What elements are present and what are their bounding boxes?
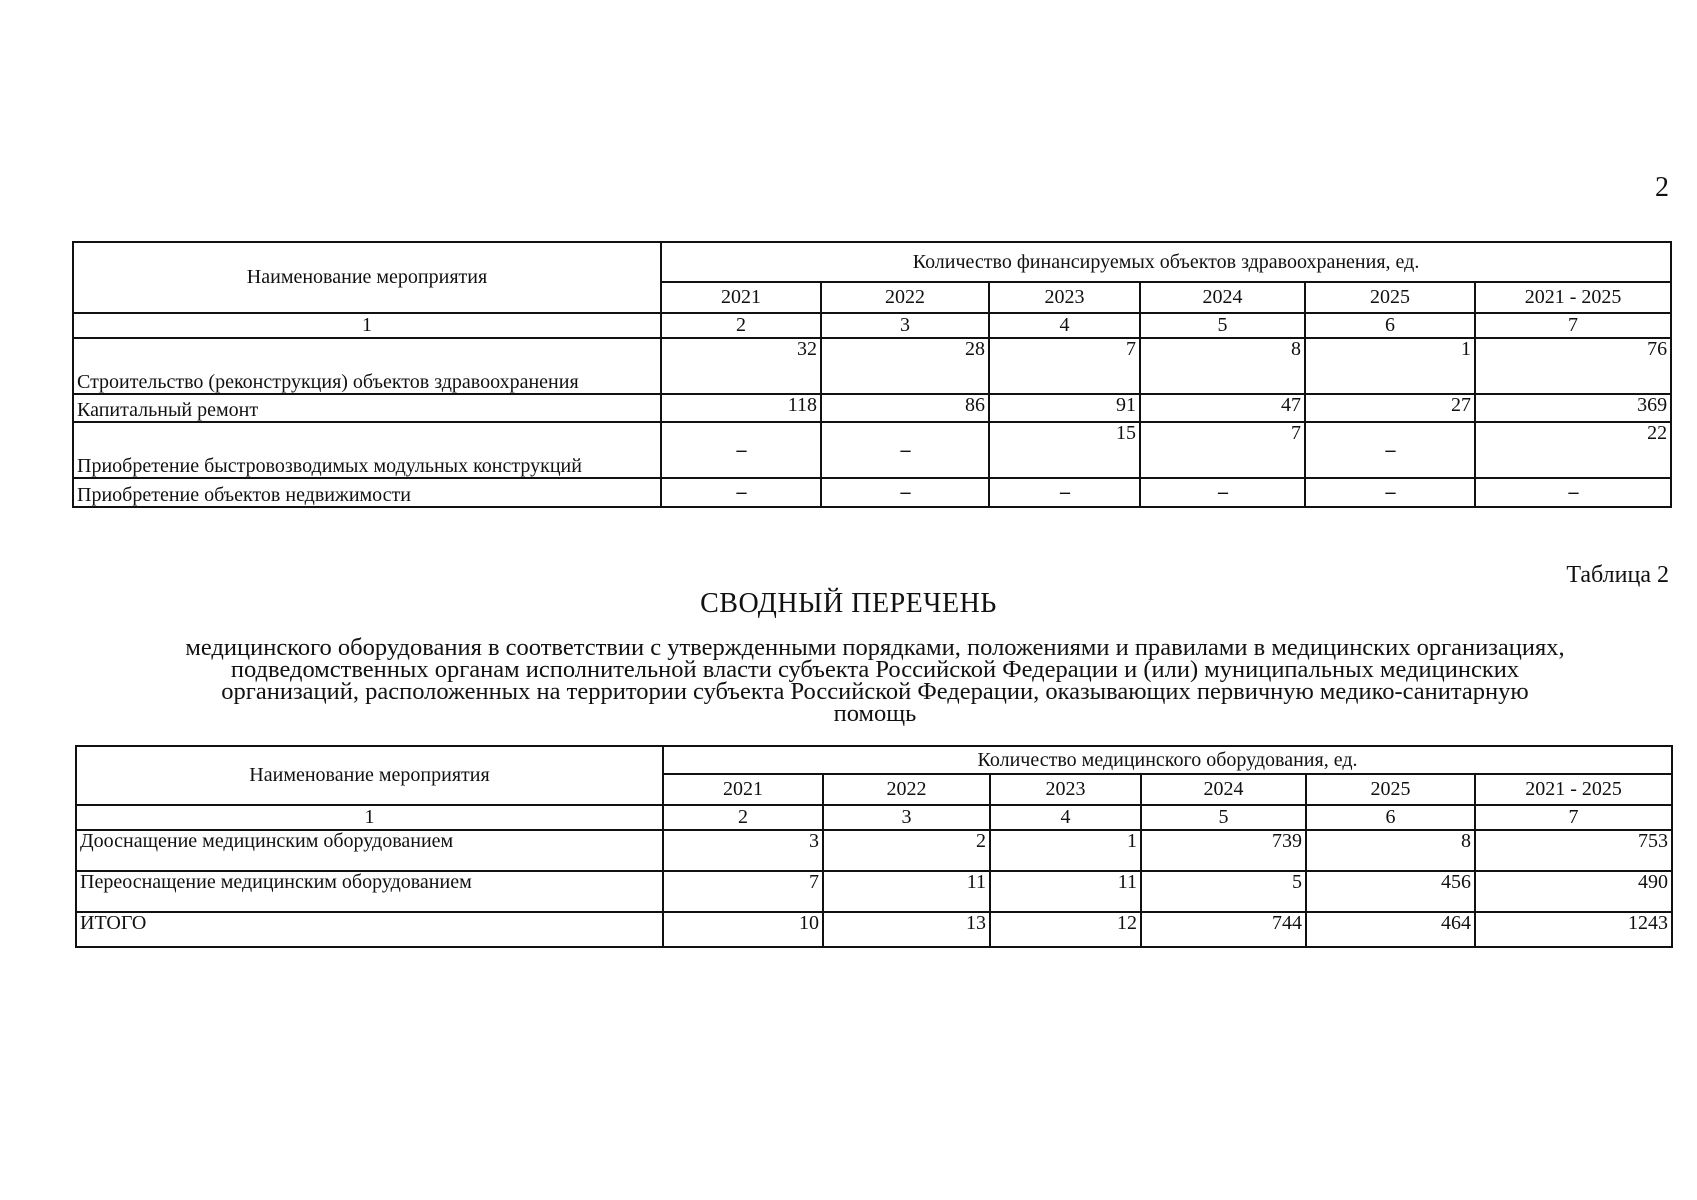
column-index: 4 (990, 805, 1141, 830)
row-name: Строительство (реконструкция) объектов здравоохранения (73, 338, 661, 394)
year-header: 2022 (823, 774, 990, 805)
column-index: 1 (73, 313, 661, 338)
subtitle-line: медицинского оборудования в соответствии с утвержденными порядками, положениями и правилами в медицинских организациях, (185, 634, 1565, 661)
cell-value: 76 (1475, 338, 1671, 394)
column-index-row (76, 805, 1672, 830)
cell-value: 369 (1475, 394, 1671, 422)
cell-value: 2 (823, 830, 990, 871)
page-number: 2 (1655, 172, 1669, 203)
cell-value: 1 (990, 830, 1141, 871)
row-name: ИТОГО (76, 912, 663, 947)
cell-value: – (1140, 478, 1305, 507)
table-row (76, 830, 1672, 871)
cell-value: 32 (661, 338, 821, 394)
cell-value: 27 (1305, 394, 1475, 422)
cell-value: 91 (989, 394, 1140, 422)
year-header: 2021 - 2025 (1475, 282, 1671, 313)
cell-value: 5 (1141, 871, 1306, 912)
cell-value: 13 (823, 912, 990, 947)
table-row (73, 478, 1671, 507)
column-index: 2 (663, 805, 823, 830)
name-column-header: Наименование мероприятия (73, 242, 661, 313)
cell-value: 464 (1306, 912, 1475, 947)
subtitle-line: помощь (833, 700, 917, 727)
cell-value: 47 (1140, 394, 1305, 422)
year-header: 2021 (661, 282, 821, 313)
medical-equipment-table (75, 745, 1673, 948)
table-row (76, 871, 1672, 912)
column-index: 3 (821, 313, 989, 338)
column-index: 2 (661, 313, 821, 338)
cell-value: 28 (821, 338, 989, 394)
document-title: СВОДНЫЙ ПЕРЕЧЕНЬ (700, 588, 997, 619)
year-header: 2023 (989, 282, 1140, 313)
cell-value: 12 (990, 912, 1141, 947)
cell-value: 22 (1475, 422, 1671, 478)
cell-value: 1243 (1475, 912, 1672, 947)
cell-value: 118 (661, 394, 821, 422)
row-name: Приобретение объектов недвижимости (73, 478, 661, 507)
cell-value: – (989, 478, 1140, 507)
year-header: 2023 (990, 774, 1141, 805)
column-index: 5 (1141, 805, 1306, 830)
table-row (73, 338, 1671, 394)
cell-value: 15 (989, 422, 1140, 478)
cell-value: 490 (1475, 871, 1672, 912)
cell-value: 1 (1305, 338, 1475, 394)
cell-value: 739 (1141, 830, 1306, 871)
column-index-row (73, 313, 1671, 338)
cell-value: – (661, 422, 821, 478)
subtitle-line: организаций, расположенных на территории субъекта Российской Федерации, оказывающих первичную медико-санитарную (221, 678, 1529, 705)
cell-value: – (1305, 478, 1475, 507)
cell-value: 11 (823, 871, 990, 912)
year-header: 2024 (1140, 282, 1305, 313)
column-index: 6 (1305, 313, 1475, 338)
column-index: 5 (1140, 313, 1305, 338)
table-row (76, 912, 1672, 947)
cell-value: – (661, 478, 821, 507)
cell-value: – (821, 422, 989, 478)
column-index: 7 (1475, 805, 1672, 830)
row-name: Капитальный ремонт (73, 394, 661, 422)
group-header: Количество финансируемых объектов здравоохранения, ед. (661, 242, 1671, 282)
cell-value: – (1305, 422, 1475, 478)
year-header: 2025 (1306, 774, 1475, 805)
cell-value: 3 (663, 830, 823, 871)
row-name: Переоснащение медицинским оборудованием (76, 871, 663, 912)
year-header: 2024 (1141, 774, 1306, 805)
cell-value: 86 (821, 394, 989, 422)
year-header: 2021 (663, 774, 823, 805)
cell-value: – (1475, 478, 1671, 507)
table-row (73, 394, 1671, 422)
cell-value: 7 (989, 338, 1140, 394)
cell-value: 753 (1475, 830, 1672, 871)
cell-value: 10 (663, 912, 823, 947)
cell-value: 7 (1140, 422, 1305, 478)
cell-value: 11 (990, 871, 1141, 912)
name-column-header: Наименование мероприятия (76, 746, 663, 805)
year-header: 2022 (821, 282, 989, 313)
table-label: Таблица 2 (1566, 562, 1669, 588)
cell-value: 8 (1140, 338, 1305, 394)
year-header: 2021 - 2025 (1475, 774, 1672, 805)
table-row (73, 422, 1671, 478)
group-header: Количество медицинского оборудования, ед. (663, 746, 1672, 774)
cell-value: 7 (663, 871, 823, 912)
cell-value: 744 (1141, 912, 1306, 947)
financed-objects-table (72, 241, 1672, 508)
cell-value: 8 (1306, 830, 1475, 871)
row-name: Приобретение быстровозводимых модульных конструкций (73, 422, 661, 478)
subtitle-line: подведомственных органам исполнительной власти субъекта Российской Федерации и (или) муниципальных медицинских (230, 656, 1520, 683)
column-index: 1 (76, 805, 663, 830)
cell-value: 456 (1306, 871, 1475, 912)
document-subtitle (80, 634, 1670, 727)
column-index: 6 (1306, 805, 1475, 830)
column-index: 7 (1475, 313, 1671, 338)
cell-value: – (821, 478, 989, 507)
column-index: 4 (989, 313, 1140, 338)
column-index: 3 (823, 805, 990, 830)
year-header: 2025 (1305, 282, 1475, 313)
row-name: Дооснащение медицинским оборудованием (76, 830, 663, 871)
